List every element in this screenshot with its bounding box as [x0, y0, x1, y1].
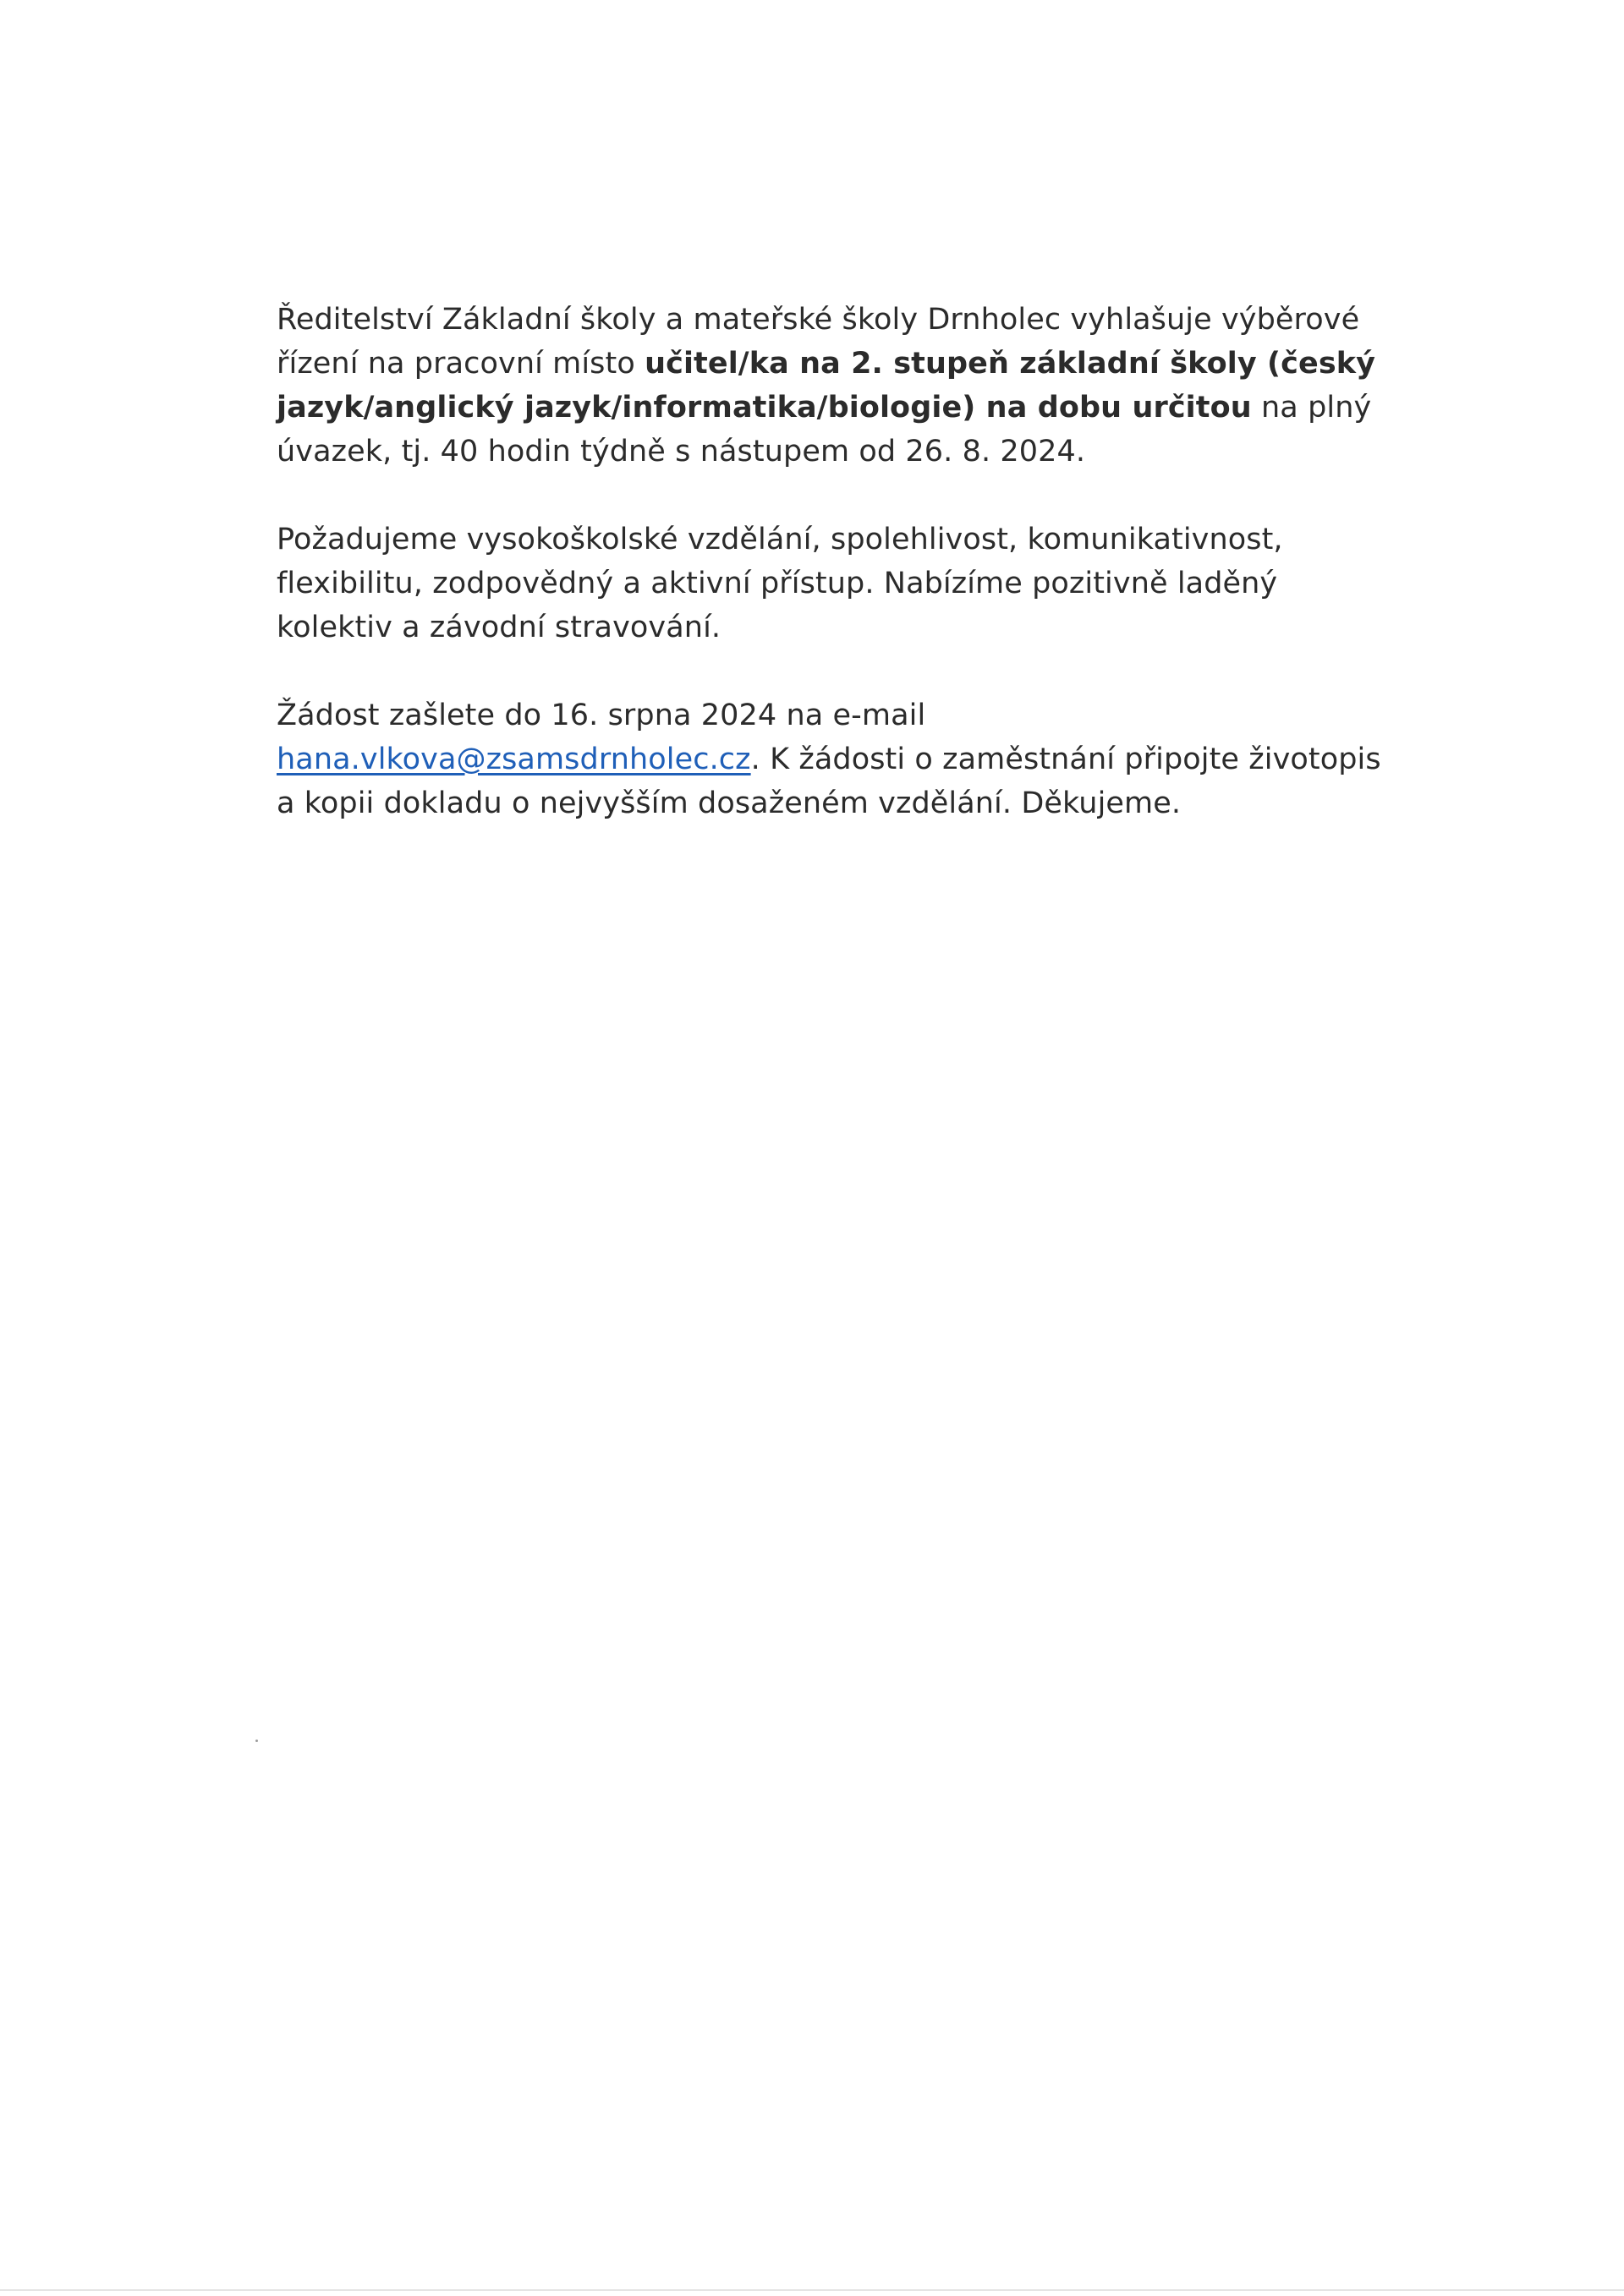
application-details: . K žádosti o zaměstnání připojte životopis a kopii dokladu o nejvyšším dosaženém vzdělání. Děkujeme. — [277, 743, 1381, 820]
requirements-paragraph — [277, 518, 1393, 649]
application-intro: Žádost zašlete do 16. srpna 2024 na e-mail — [277, 699, 926, 732]
document-body — [277, 298, 1393, 869]
announcement-terms: na plný úvazek, tj. 40 hodin týdně s nástupem od 26. 8. 2024. — [277, 391, 1372, 469]
application-paragraph — [277, 693, 1393, 825]
position-title: učitel/ka na 2. stupeň základní školy (český jazyk/anglický jazyk/informatika/biologie) na dobu určitou — [277, 347, 1376, 425]
page-bottom-edge — [0, 2289, 1624, 2291]
email-link[interactable]: hana.vlkova@zsamsdrnholec.cz — [277, 743, 751, 776]
scan-speck — [255, 1740, 258, 1742]
announcement-intro: Ředitelství Základní školy a mateřské školy Drnholec vyhlašuje výběrové řízení na pracovní místo — [277, 303, 1360, 381]
requirements-text: Požadujeme vysokoškolské vzdělání, spolehlivost, komunikativnost, flexibilitu, zodpovědný a aktivní přístup. Nabízíme pozitivně laděný kolektiv a závodní stravování. — [277, 523, 1283, 644]
announcement-paragraph — [277, 298, 1393, 474]
